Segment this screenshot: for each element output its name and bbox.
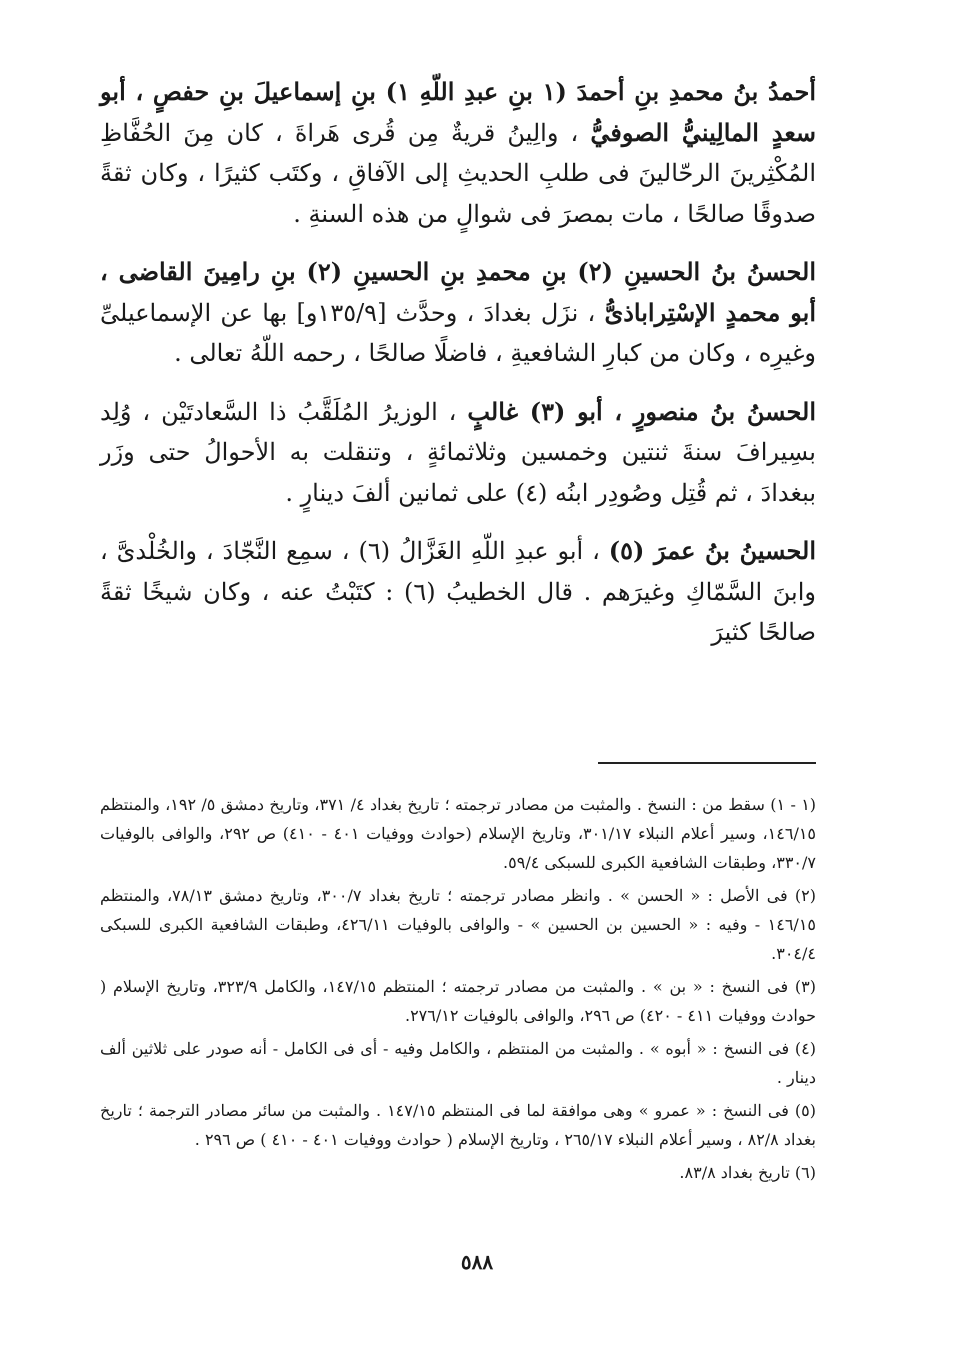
footnote-divider: [598, 762, 816, 764]
biography-entry: [100, 392, 816, 514]
entry-heading: الحسينُ بنُ عمرَ (٥): [608, 536, 816, 565]
entry-heading: الحسنُ بنُ الحسينِ (٢) بنِ محمدِ بنِ الحسينِ (٢) بنِ رامِينَ القاضى ، أبو محمدٍ الإسْتِراباذىُّ: [100, 257, 816, 327]
footnote: (١ - ١) سقط من : النسخ . والمثبت من مصادر ترجمته ؛ تاريخ بغداد ٤/ ٣٧١، وتاريخ دمشق ٥/ ١٩٢، والمنتظم ١٤٦/١٥، وسير أعلام النبلاء ٣٠١/١٧، وتاريخ الإسلام (حوادث ووفيات ٤٠١ - ٤١٠) ص ٢٩٢، والوافى بالوفيات ٣٣٠/٧، وطبقات الشافعية الكبرى للسبكى ٥٩/٤.: [100, 795, 817, 872]
biography-entry: [100, 252, 816, 374]
page-number: ٥٨٨: [460, 1250, 494, 1274]
entry-body: ، الوزيرُ المُلَقَّبُ ذا السَّعادتَيْن ، وُلِد بسِيرافَ سنةَ ثنتين وخمسين وثلاثمائةٍ ، وتنقلت به الأحوالُ حتى وزَر ببغدادَ ، ثم قُتِل وصُودِر ابنُه (٤) على ثمانين ألفَ دينارٍ .: [100, 397, 816, 507]
main-text: [100, 72, 816, 671]
footnote: (٥) فى النسخ : « عمرو » وهى موافقة لما فى المنتظم ١٤٧/١٥ . والمثبت من سائر مصادر الترجمة ؛ تاريخ بغداد ٨٢/٨ ، وسير أعلام النبلاء ٢٦٥/١٧ ، وتاريخ الإسلام ( حوادث ووفيات ٤٠١ - ٤١٠ ) ص ٢٩٦ .: [100, 1101, 816, 1149]
footnote: (٣) فى النسخ : « بن » . والمثبت من مصادر ترجمته ؛ المنتظم ١٤٧/١٥، والكامل ٣٢٣/٩، وتاريخ الإسلام ( حوادث ووفيات ٤١١ - ٤٢٠) ص ٢٩٦، والوافى بالوفيات ٢٧٦/١٢.: [100, 977, 817, 1025]
entry-heading: الحسنُ بنُ منصورٍ ، أبو (٣) غالبٍ: [467, 396, 817, 426]
entry-body: ، أبو عبدِ اللّهِ الغَزَّالُ (٦) ، سمِع النَّجّادَ ، والخُلْدىَّ ، وابنَ السَّمّاكِ وغيرَهم . قال الخطيبُ (٦) : كتَبْتُ عنه ، وكان شيخًا ثقةً صالحًا كثيرَ: [100, 537, 816, 646]
entry-body: ، نزَل بغدادَ ، وحدَّث [١٣٥/٩و] بها عن الإسماعيلىِّ وغيرِه ، وكان من كبارِ الشافعيةِ ، فاضلًا صالحًا ، رحمه اللّهُ تعالى .: [100, 298, 816, 367]
entry-heading: أحمدُ بنُ محمدِ بنِ أحمدَ (١ بنِ عبدِ اللّهِ ١) بنِ إسماعيلَ بنِ حفصٍ ، أبو سعدٍ المالِينيُّ الصوفيُّ: [100, 77, 816, 147]
footnote: (٤) فى النسخ : « أبوه » . والمثبت من المنتظم ، والكامل وفيه - أى فى الكامل - أنه صودر على ثلاثين ألف دينار .: [100, 1039, 816, 1087]
biography-entry: [100, 72, 816, 234]
biography-entry: [100, 531, 816, 653]
footnote: (٦) تاريخ بغداد ٨٣/٨.: [679, 1163, 816, 1182]
footnote: (٢) فى الأصل : « الحسن » . وانظر مصادر ترجمته ؛ تاريخ بغداد ٣٠٠/٧، وتاريخ دمشق ٧٨/١٣، والمنتظم ١٤٦/١٥ - وفيه : « الحسين بن الحسين » - والوافى بالوفيات ٤٢٦/١١، وطبقات الشافعية الكبرى للسبكى ٣٠٤/٤.: [100, 886, 817, 963]
footnotes: [100, 790, 816, 1191]
entry-body: ، والِينُ قريةٌ مِن قُرى هَراةَ ، كان مِنَ الحُفَّاظِ المُكْثِرينَ الرحّالينَ فى طلبِ الحديثِ إلى الآفاقِ ، وكتَب كثيرًا ، وكان ثقةً صدوقًا صالحًا ، مات بمصرَ فى شوالٍ من هذه السنةِ .: [100, 118, 816, 228]
